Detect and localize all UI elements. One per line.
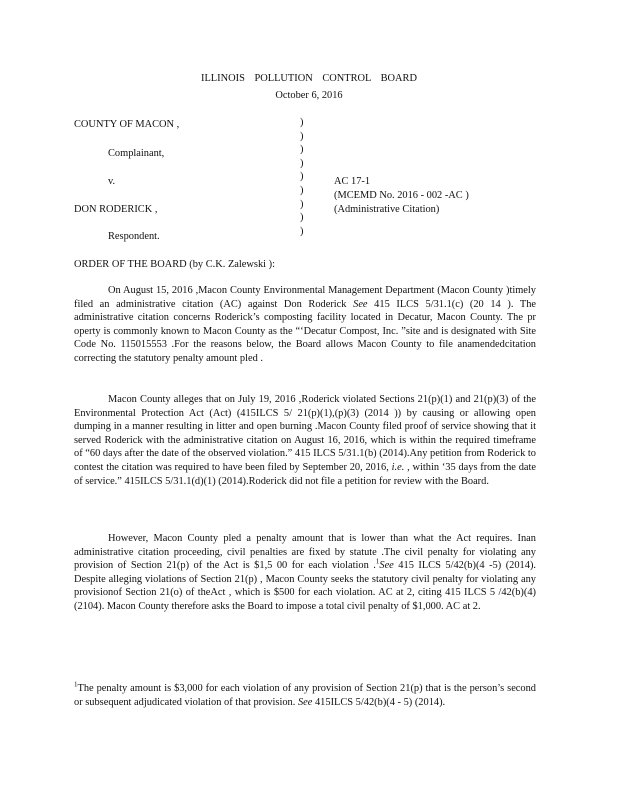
paragraph-3-text-b: 415 ILCS 5/42(b)(4 -5) (2014). Despite alleging violations of Section 21(p) , Macon County seeks the statutory civil penalty for violating any provisionof Section 21(o) of theAct , which is $500 for each violation. AC at 2, citing 415 ILCS 5 /42(b)(4) (2104). Macon County therefore asks the Board to impose a total civil penalty of $1,000. AC at 2. <box>74 560 537 612</box>
paragraph-3 <box>74 532 536 614</box>
case-number: AC 17-1 <box>334 176 371 187</box>
caption-paren: ) <box>300 198 304 210</box>
caption-paren: ) <box>300 212 304 224</box>
case-type: (Administrative Citation) <box>334 204 440 215</box>
footnote-text-b: 415ILCS 5/42(b)(4 - 5) (2014). <box>314 696 446 708</box>
caption-paren: ) <box>300 144 304 156</box>
complainant-role: Complainant, <box>108 148 165 159</box>
caption-paren: ) <box>300 171 304 183</box>
respondent-name: DON RODERICK , <box>74 204 158 215</box>
caption-parentheses <box>300 116 310 238</box>
paragraph-1 <box>74 284 536 366</box>
paragraph-2-text-b: , within ‘35 days from the date of service.” 415ILCS 5/31.1(d)(1) (2014).Roderick did not file a petition for review with the Board. <box>74 461 536 487</box>
caption-paren: ) <box>300 225 304 237</box>
paragraph-2-text-a: Macon County alleges that on July 19, 2016 ,Roderick violated Sections 21(p)(1) and 21(p)(3) of the Environmental Protection Act (Act) (415ILCS 5/ 21(p)(1),(p)(3) (2014 )) by causing or allowing open dumping in a manner resulting in litter and open burning .Macon County filed proof of service showing that it served Roderick with the administrative citation on August 16, 2016, which is within the required timeframe of “60 days after the date of the observed violation.” 415 ILCS 5/31.1(b) (2014).Any petition from Roderick to contest the citation was required to have been filed by September 20, 2016, <box>74 394 536 473</box>
caption-paren: ) <box>300 117 304 128</box>
paragraph-1-text-b: 415 ILCS 5/31.1(c) (20 14 ). The administrative citation concerns Roderick’s composting facility located in Decatur, Macon County. The pr operty is commonly known to Macon County as the “‘Decatur Compost, Inc. ”site and is designated with Site Code No. 115015553 .For the reasons below, the Board allows Macon County to file anamendedcitation correcting the statutory penalty amount pled . <box>74 298 536 364</box>
footnote <box>74 682 536 709</box>
paragraph-1-text-a: On August 15, 2016 ,Macon County Environmental Management Department (Macon County )timely filed an administrative citation (AC) against Don Roderick <box>74 285 536 310</box>
order-date: October 6, 2016 <box>275 90 343 101</box>
paragraph-3-text-a: However, Macon County pled a penalty amount that is lower than what the Act requires. Inan administrative citation proceeding, civil penalties are fixed by statute .The civil penalty for violating any provision of Section 21(p) of the Act is $1,5 00 for each violation . <box>74 533 536 572</box>
footnote-text-a: The penalty amount is $3,000 for each violation of any provision of Section 21(p) that is the person’s second or subsequent adjudicated violation of that provision. <box>74 683 536 708</box>
board-heading: ILLINOIS POLLUTION CONTROL BOARD <box>200 73 417 84</box>
caption-paren: ) <box>300 184 304 196</box>
paragraph-2-ie: i.e. <box>391 461 405 473</box>
caption-paren: ) <box>300 130 304 142</box>
footnote-see: See <box>297 696 313 708</box>
caption-paren: ) <box>300 157 304 169</box>
respondent-role: Respondent. <box>108 231 160 242</box>
paragraph-3-see: See <box>379 560 394 572</box>
complainant-name: COUNTY OF MACON , <box>74 119 180 130</box>
footnote-marker: 1 <box>74 680 78 689</box>
paragraph-2 <box>74 393 536 488</box>
footnote-reference[interactable]: 1 <box>375 557 380 566</box>
order-heading: ORDER OF THE BOARD (by C.K. Zalewski ): <box>74 259 275 270</box>
case-detail: (MCEMD No. 2016 - 002 -AC ) <box>334 190 469 201</box>
versus-label: v. <box>108 176 116 187</box>
paragraph-1-see: See <box>353 298 368 310</box>
